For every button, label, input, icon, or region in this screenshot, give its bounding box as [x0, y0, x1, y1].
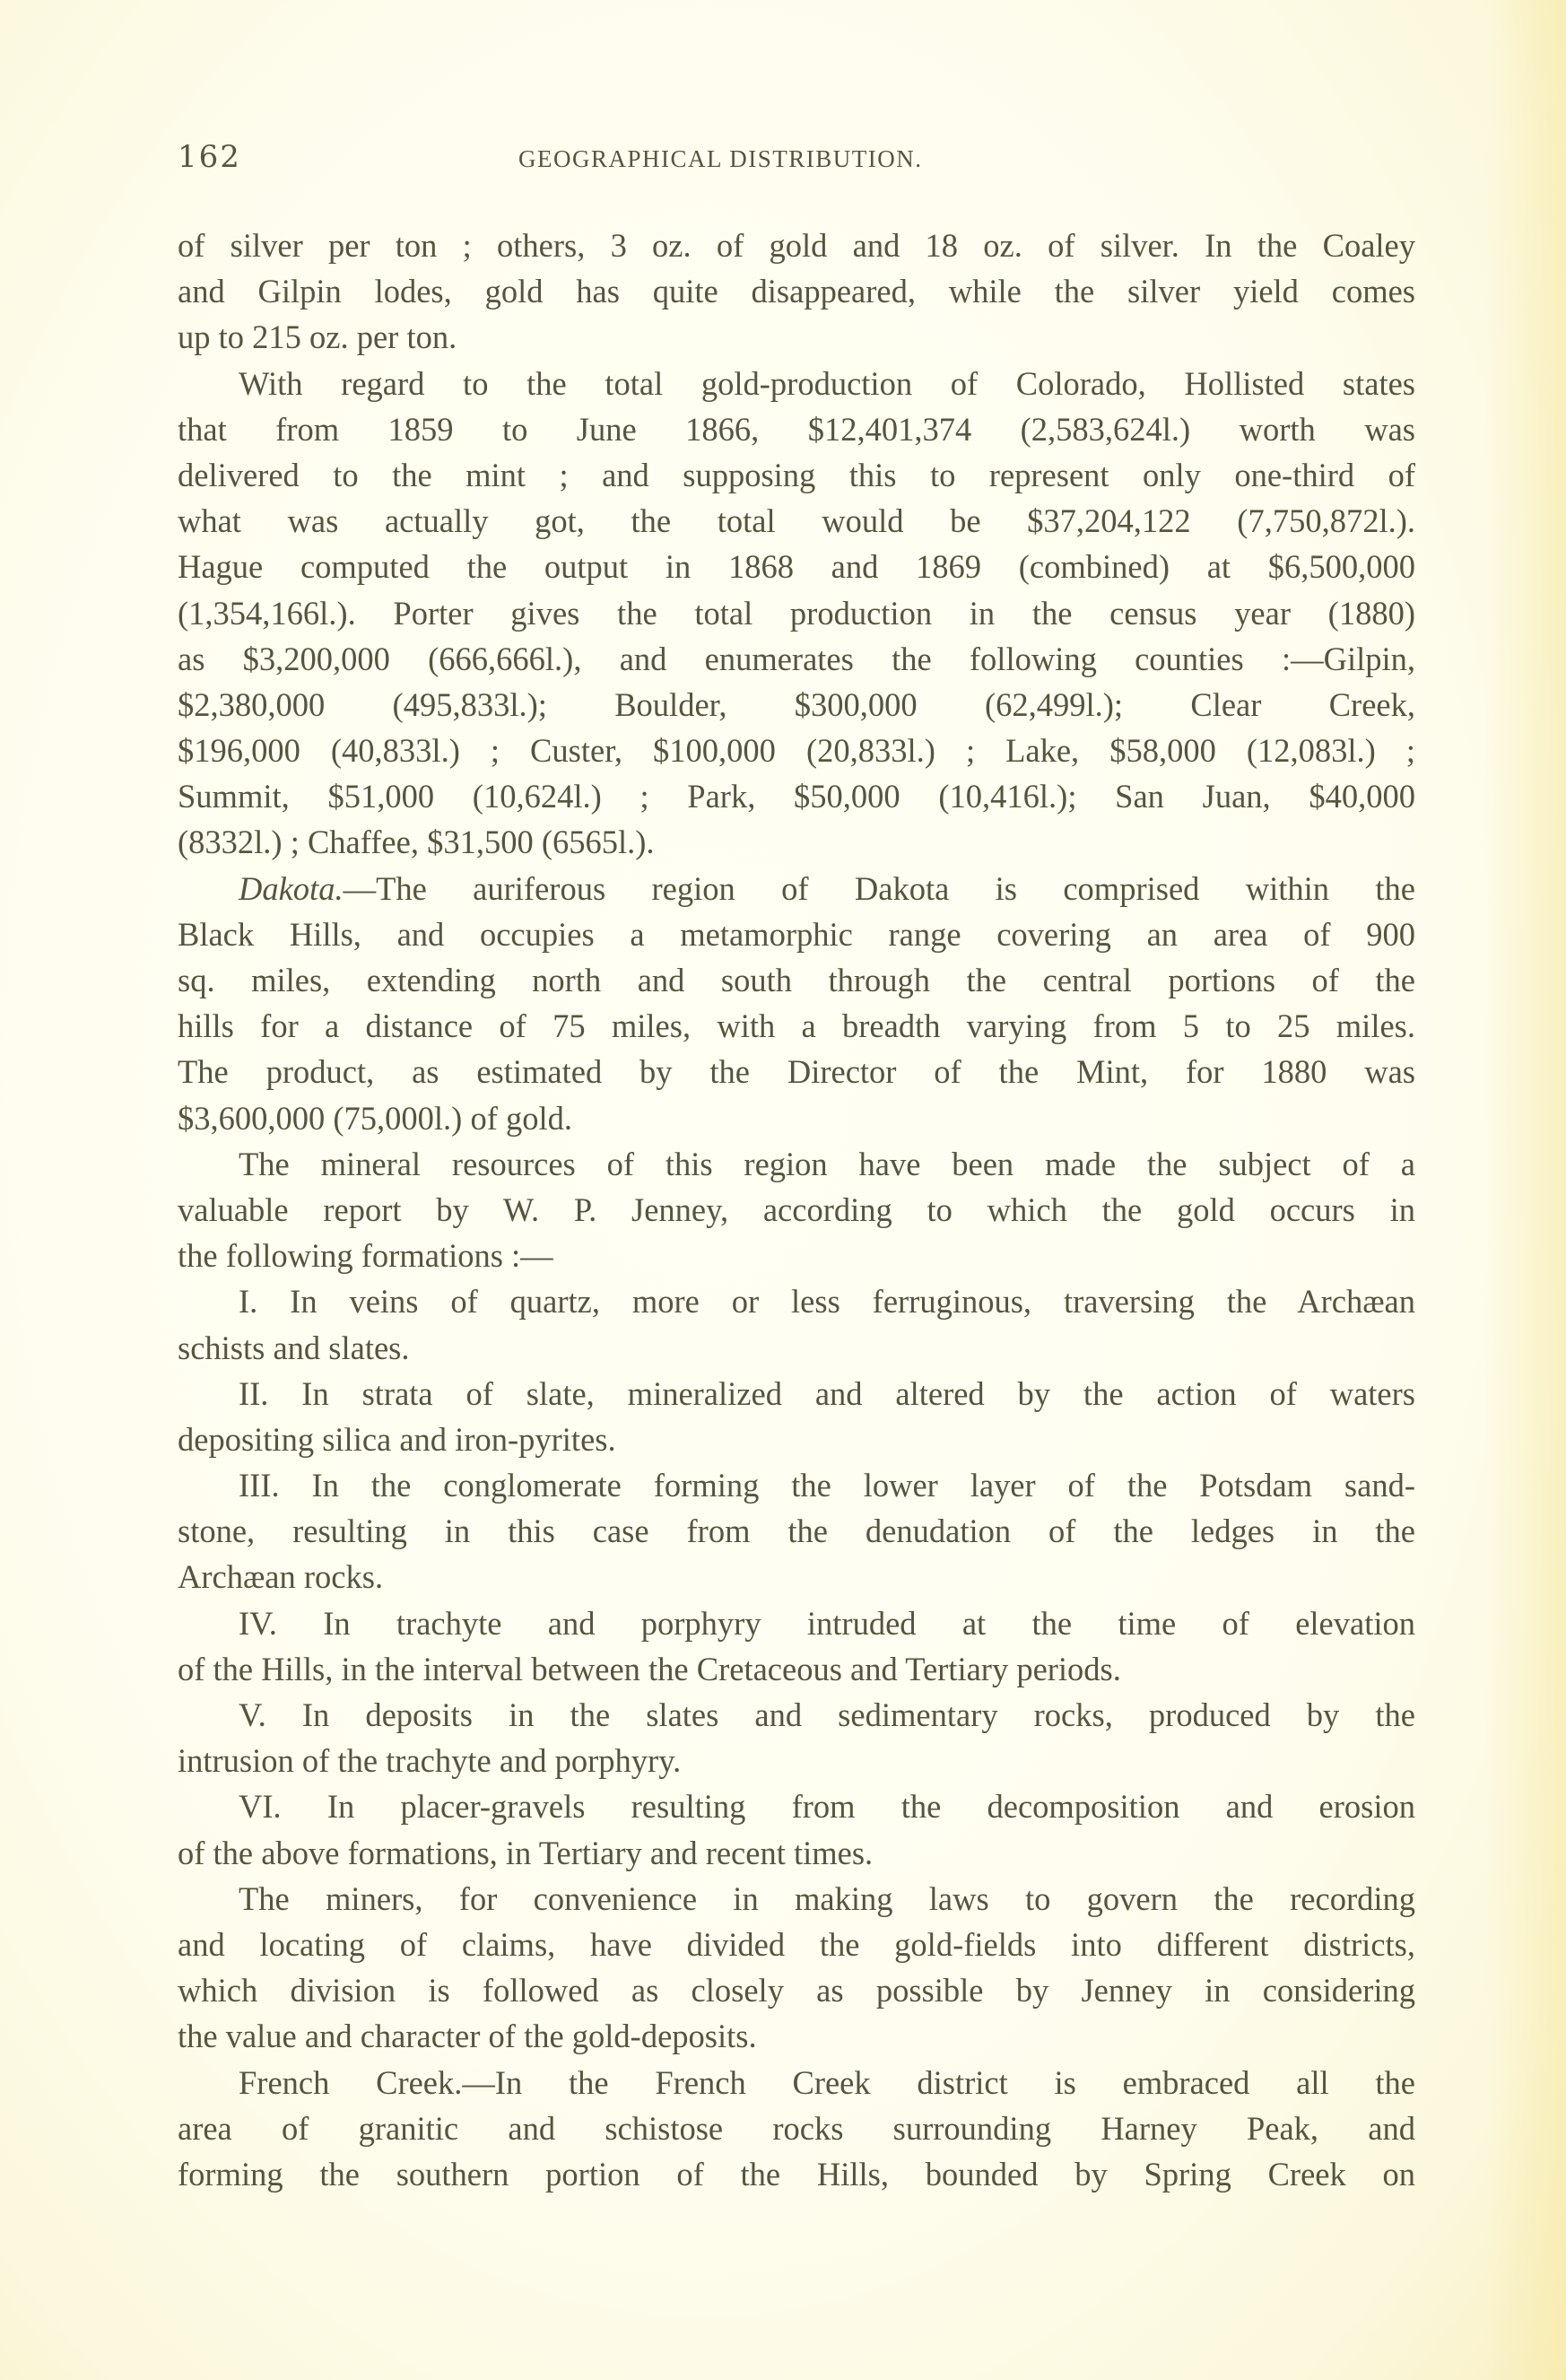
text-line — [178, 590, 1415, 636]
line-text: IV. In trachyte and porphyry intruded at the time of elevation — [239, 1604, 1415, 1642]
text-line — [178, 1095, 1415, 1141]
line-text: $2,380,000 (495,833l.); Boulder, $300,000 (62,499l.); Clear Creek, — [178, 685, 1415, 723]
line-text: stone, resulting in this case from the denudation of the ledges in the — [178, 1513, 1415, 1550]
text-line — [178, 361, 1415, 406]
text-line — [178, 1967, 1415, 2013]
line-text: valuable report by W. P. Jenney, according to which the gold occurs in — [178, 1190, 1415, 1228]
line-text: Archæan rocks. — [178, 1558, 384, 1596]
text-line — [178, 1462, 1415, 1508]
text-line — [178, 728, 1415, 773]
line-text: depositing silica and iron-pyrites. — [178, 1420, 616, 1458]
line-text: forming the southern portion of the Hills, bounded by Spring Creek on — [178, 2155, 1415, 2193]
line-text: of the above formations, in Tertiary and recent times. — [178, 1834, 874, 1871]
text-line — [178, 1554, 1415, 1600]
line-text: of the Hills, in the interval between the Cretaceous and Tertiary periods. — [178, 1650, 1121, 1687]
text-line — [178, 1233, 1415, 1278]
text-line — [178, 636, 1415, 682]
line-text: which division is followed as closely as possible by Jenney in considering — [178, 1972, 1415, 2009]
text-line — [178, 1738, 1415, 1783]
running-title: GEOGRAPHICAL DISTRIBUTION. — [518, 145, 923, 172]
line-text: Black Hills, and occupies a metamorphic range covering an area of 900 — [178, 915, 1415, 953]
line-text: delivered to the mint ; and supposing this to represent only one-third of — [178, 456, 1415, 493]
line-text: —The auriferous region of Dakota is comprised within the — [343, 869, 1415, 907]
page-edge-shading — [1485, 0, 1566, 2380]
text-line — [178, 1646, 1415, 1692]
line-text: II. In strata of slate, mineralized and altered by the action of waters — [239, 1374, 1415, 1412]
text-line — [178, 1371, 1415, 1417]
text-line — [178, 222, 1415, 268]
line-text: V. In deposits in the slates and sedimentary rocks, produced by the — [239, 1696, 1415, 1733]
line-text: the following formations :— — [178, 1237, 553, 1275]
text-line — [178, 1278, 1415, 1324]
section-heading-italic: Dakota. — [239, 869, 344, 907]
body-text — [178, 222, 1415, 2197]
line-text: The mineral resources of this region have been made the subject of a — [239, 1145, 1415, 1182]
line-text: sq. miles, extending north and south through the central portions of the — [178, 962, 1415, 998]
line-text: intrusion of the trachyte and porphyry. — [178, 1742, 682, 1780]
text-line — [178, 544, 1415, 589]
text-line — [178, 1600, 1415, 1646]
line-text: and Gilpin lodes, gold has quite disappeared, while the silver yield comes — [178, 273, 1415, 310]
text-line — [178, 1876, 1415, 1922]
text-line — [178, 314, 1415, 360]
text-line — [178, 268, 1415, 314]
line-text: as $3,200,000 (666,666l.), and enumerates the following counties :—Gilpin, — [178, 640, 1415, 677]
line-text: (1,354,166l.). Porter gives the total production in the census year (1880) — [178, 594, 1415, 632]
text-line — [178, 819, 1415, 865]
text-line — [178, 1187, 1415, 1233]
line-text: III. In the conglomerate forming the lower layer of the Potsdam sand- — [239, 1467, 1415, 1504]
running-head — [178, 139, 1415, 175]
text-line — [178, 2151, 1415, 2197]
text-line — [178, 1783, 1415, 1829]
line-text: $196,000 (40,833l.) ; Custer, $100,000 (20,833l.) ; Lake, $58,000 (12,083l.) ; — [178, 732, 1415, 770]
line-text: and locating of claims, have divided the gold-fields into different districts, — [178, 1925, 1415, 1963]
line-text: French Creek.—In the French Creek district is embraced all the — [239, 2063, 1415, 2101]
text-line — [178, 1830, 1415, 1876]
text-line — [178, 773, 1415, 819]
text-line — [178, 911, 1415, 957]
line-text: Hague computed the output in 1868 and 1869 (combined) at $6,500,000 — [178, 548, 1415, 586]
page-number: 162 — [178, 139, 241, 175]
line-text: that from 1859 to June 1866, $12,401,374 (2,583,624l.) worth was — [178, 410, 1415, 448]
line-text: schists and slates. — [178, 1329, 410, 1366]
text-line — [178, 1417, 1415, 1462]
text-line — [178, 2060, 1415, 2105]
text-line — [178, 498, 1415, 544]
text-line — [178, 682, 1415, 728]
text-line — [178, 2105, 1415, 2151]
text-line — [178, 406, 1415, 452]
text-line — [178, 1692, 1415, 1738]
line-text: Summit, $51,000 (10,624l.) ; Park, $50,000 (10,416l.); San Juan, $40,000 — [178, 778, 1415, 815]
text-line — [178, 1141, 1415, 1187]
text-line — [178, 1049, 1415, 1094]
text-line — [178, 1003, 1415, 1049]
line-text: The product, as estimated by the Director of the Mint, for 1880 was — [178, 1053, 1415, 1091]
line-text: I. In veins of quartz, more or less ferruginous, traversing the Archæan — [239, 1283, 1415, 1321]
line-text: the value and character of the gold-deposits. — [178, 2018, 757, 2055]
line-text: (8332l.) ; Chaffee, $31,500 (6565l.). — [178, 824, 655, 861]
text-line — [178, 2013, 1415, 2059]
line-text: of silver per ton ; others, 3 oz. of gold and 18 oz. of silver. In the Coaley — [178, 227, 1415, 264]
text-line — [178, 957, 1415, 1003]
line-text: The miners, for convenience in making laws to govern the recording — [239, 1879, 1415, 1917]
line-text: what was actually got, the total would be $37,204,122 (7,750,872l.). — [178, 502, 1415, 540]
line-text: With regard to the total gold-production of Colorado, Hollisted states — [239, 364, 1415, 402]
text-line — [178, 866, 1415, 911]
text-line — [178, 1922, 1415, 1967]
line-text: $3,600,000 (75,000l.) of gold. — [178, 1099, 572, 1137]
line-text: hills for a distance of 75 miles, with a breadth varying from 5 to 25 miles. — [178, 1007, 1415, 1045]
line-text: area of granitic and schistose rocks surrounding Harney Peak, and — [178, 2109, 1415, 2147]
text-line — [178, 452, 1415, 498]
line-text: up to 215 oz. per ton. — [178, 318, 457, 356]
text-line — [178, 1325, 1415, 1371]
line-text: VI. In placer-gravels resulting from the decomposition and erosion — [239, 1788, 1415, 1826]
text-line — [178, 1508, 1415, 1554]
